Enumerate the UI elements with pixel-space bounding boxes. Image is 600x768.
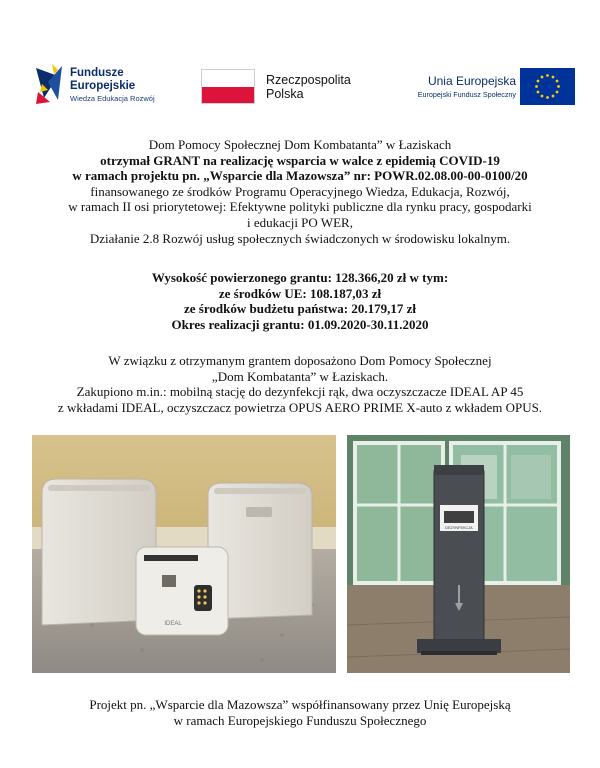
eu-star-icon bbox=[541, 76, 544, 79]
air-purifiers-photo bbox=[32, 435, 336, 673]
logo-header bbox=[0, 60, 600, 120]
footer-line-1: Projekt pn. „Wsparcie dla Mazowsza” współfinansowany przez Unię Europejską bbox=[89, 697, 511, 712]
intro-line-4: finansowanego ze środków Programu Operacyjnego Wiedza, Edukacja, Rozwój, bbox=[90, 183, 510, 199]
eu-star-icon bbox=[546, 74, 549, 77]
fe-line3: Wiedza Edukacja Rozwój bbox=[70, 94, 155, 103]
purchase-info bbox=[0, 353, 600, 415]
cofinancing-footer bbox=[0, 697, 600, 728]
intro-line-6: i edukacji PO WER, bbox=[247, 214, 353, 230]
pl-line2: Polska bbox=[266, 87, 304, 101]
fe-line2: Europejskie bbox=[70, 80, 136, 92]
eu-star-icon bbox=[546, 96, 549, 99]
eu-star-icon bbox=[557, 85, 560, 88]
eu-star-icon bbox=[552, 76, 555, 79]
disinfection-station-photo bbox=[347, 435, 570, 673]
intro-line-7: Działanie 2.8 Rozwój usług społecznych świadczonych w środowisku lokalnym. bbox=[89, 230, 511, 246]
eu-star-icon bbox=[535, 85, 538, 88]
polish-flag bbox=[201, 69, 255, 104]
rzeczpospolita-logo-text bbox=[266, 73, 351, 101]
ue-line2: Europejski Fundusz Społeczny bbox=[417, 90, 516, 99]
info-line-3: Zakupiono m.in.: mobilną stację do dezynfekcji rąk, dwa oczyszczacze IDEAL AP 45 bbox=[76, 384, 524, 400]
grant-amount: Wysokość powierzonego grantu: 128.366,20 zł w tym: bbox=[151, 270, 449, 285]
intro-line-1: Dom Pomocy Społecznej Dom Kombatanta” w Łaziskach bbox=[148, 137, 452, 152]
eu-star-icon bbox=[537, 80, 540, 83]
grant-details bbox=[0, 270, 600, 332]
fe-star-icon bbox=[34, 62, 64, 106]
eu-flag bbox=[520, 68, 575, 105]
eu-star-icon bbox=[541, 95, 544, 98]
ue-line1: Unia Europejska bbox=[427, 74, 516, 88]
grant-period: Okres realizacji grantu: 01.09.2020-30.11.2020 bbox=[171, 316, 429, 332]
intro-line-5: w ramach II osi priorytetowej: Efektywne polityki publiczne dla rynku pracy, gospodarki bbox=[68, 199, 532, 215]
grant-state-funds: ze środków budżetu państwa: 20.179,17 zł bbox=[184, 301, 416, 317]
station-sign-text: DEZYNFEKCJA bbox=[445, 526, 473, 530]
eu-star-icon bbox=[552, 95, 555, 98]
purifier-brand-label: IDEAL bbox=[164, 621, 182, 627]
intro-line-3: w ramach projektu pn. „Wsparcie dla Mazowsza” nr: POWR.02.08.00-00-0100/20 bbox=[72, 168, 528, 184]
info-line-4: z wkładami IDEAL, oczyszczacz powietrza OPUS AERO PRIME X-auto z wkładem OPUS. bbox=[57, 399, 543, 415]
intro-line-2: otrzymał GRANT na realizację wsparcia w walce z epidemią COVID-19 bbox=[100, 152, 500, 168]
eu-star-icon bbox=[537, 91, 540, 94]
intro-paragraph bbox=[0, 137, 600, 246]
footer-line-2: w ramach Europejskiego Funduszu Społecznego bbox=[173, 712, 427, 728]
grant-eu-funds: ze środków UE: 108.187,03 zł bbox=[218, 285, 382, 301]
eu-star-icon bbox=[556, 80, 559, 83]
info-line-2: „Dom Kombatanta” w Łaziskach. bbox=[211, 368, 389, 384]
info-line-1: W związku z otrzymanym grantem doposażono Dom Pomocy Społecznej bbox=[108, 353, 492, 368]
pl-line1: Rzeczpospolita bbox=[266, 73, 351, 87]
fe-line1: Fundusze bbox=[70, 67, 124, 79]
eu-star-icon bbox=[556, 91, 559, 94]
unia-europejska-text bbox=[388, 74, 516, 101]
